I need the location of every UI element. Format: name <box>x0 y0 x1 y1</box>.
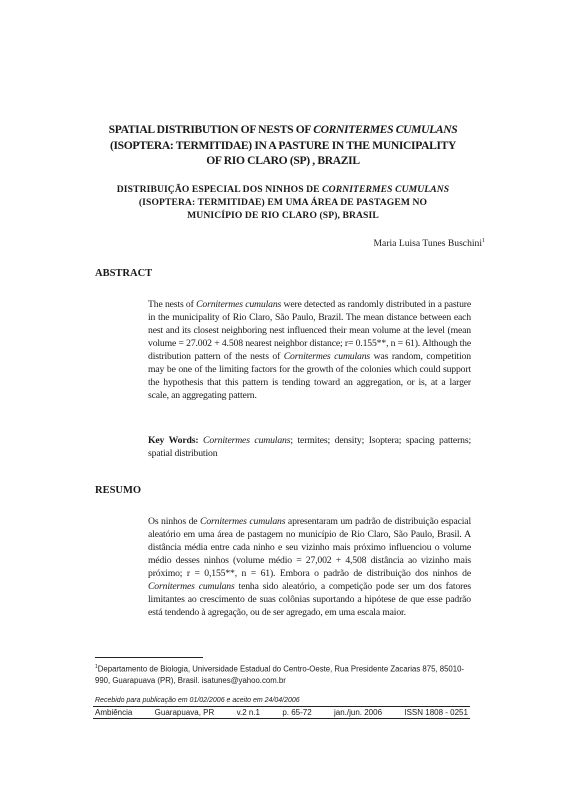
journal-pages: p. 65-72 <box>282 708 312 717</box>
english-title-part: SPATIAL DISTRIBUTION OF NESTS OF <box>108 123 314 136</box>
abstract-heading: ABSTRACT <box>95 268 153 279</box>
journal-volume: v.2 n.1 <box>236 708 260 717</box>
keywords-species: Cornitermes cumulans <box>198 435 291 446</box>
author-name: Maria Luisa Tunes Buschini <box>373 238 482 250</box>
journal-location: Guarapuava, PR <box>154 708 215 717</box>
portuguese-title-line3: MUNICÍPIO DE RIO CLARO (SP), BRASIL <box>187 210 379 221</box>
english-title <box>96 122 470 169</box>
abstract-text: was random, competition may be one of the limiting factors for the growth of the colonies which could support the hypothesis that this pattern is tending toward an aggregation, or is, at a larger scale, an aggregating pattern. <box>148 351 472 401</box>
english-title-line3: OF RIO CLARO (SP) , BRAZIL <box>206 154 360 167</box>
abstract-paragraph <box>148 298 471 402</box>
resumo-species: Cornitermes cumulans <box>200 516 286 527</box>
keywords-label: Key Words: <box>148 435 199 446</box>
resumo-text: tenha sido aleatório, a competição pode ser um dos fatores limitantes ao crescimento de suas colônias suportando a hipótese de que esse padrão está tendendo à agregação, ou de ser agregado, em uma escala maior. <box>148 581 471 618</box>
abstract-text: were detected as randomly distributed in a pasture in the municipality of Rio Claro, São Paulo, Brazil. The mean distance between each nest and its closest neighboring nest influenced their mean volume at the level (mean volume = 27.002 + 4.508 nearest neighbor distance; r= 0.155**, n = 61). Although the distribution pattern of the nests of <box>148 299 472 362</box>
journal-issn: ISSN 1808 - 0251 <box>404 708 468 717</box>
keywords-text: ; termites; density; Isoptera; spacing patterns; spatial distribution <box>148 435 472 459</box>
footnote <box>95 662 471 686</box>
abstract-species: Cornitermes cumulans <box>196 299 282 310</box>
abstract-species: Cornitermes cumulans <box>283 351 371 362</box>
footnote-text: Departamento de Biologia, Universidade Estadual do Centro-Oeste, Rua Presidente Zacarias 875, 85010-990, Guarapuava (PR), Brasil. isatunes@yahoo.com.br <box>95 664 465 685</box>
portuguese-title-species: CORNITERMES CUMULANS <box>322 184 450 195</box>
received-date: Recebido para publicação em 01/02/2006 e aceito em 24/04/2006 <box>95 697 300 704</box>
footnote-rule <box>95 657 203 658</box>
english-title-line2: (ISOPTERA: TERMITIDAE) IN A PASTURE IN THE MUNICIPALITY <box>109 138 457 152</box>
portuguese-title-line2: (ISOPTERA: TERMITIDAE) EM UMA ÁREA DE PASTAGEM NO <box>138 197 428 208</box>
resumo-paragraph <box>148 515 471 619</box>
keywords-paragraph <box>148 434 471 460</box>
footnote-mark: 1 <box>95 664 98 670</box>
author-footnote-mark: 1 <box>482 238 485 244</box>
resumo-heading: RESUMO <box>95 485 142 496</box>
abstract-text: The nests of <box>148 299 197 310</box>
resumo-species: Cornitermes cumulans <box>148 581 235 592</box>
portuguese-title-part: DISTRIBUIÇÃO ESPECIAL DOS NINHOS DE <box>116 184 323 195</box>
portuguese-title <box>96 183 470 222</box>
resumo-text: Os ninhos de <box>148 516 201 527</box>
journal-name: Ambiência <box>95 708 133 717</box>
journal-date: jan./jun. 2006 <box>333 708 383 717</box>
resumo-text: apresentaram um padrão de distribuição espacial aleatório em uma área de pastagem no município de Rio Claro, São Paulo, Brasil. A distância média entre cada ninho e seu vizinho mais próximo influenciou o volume médio desses ninhos (volume médio = 27,002 + 4,508 distância ao vizinho mais próximo; r = 0,155**, n = 61). Embora o padrão de distribuição dos ninhos de <box>148 516 472 579</box>
journal-info-bar <box>93 706 470 719</box>
english-title-species: CORNITERMES CUMULANS <box>313 123 458 136</box>
author-line <box>374 238 485 249</box>
